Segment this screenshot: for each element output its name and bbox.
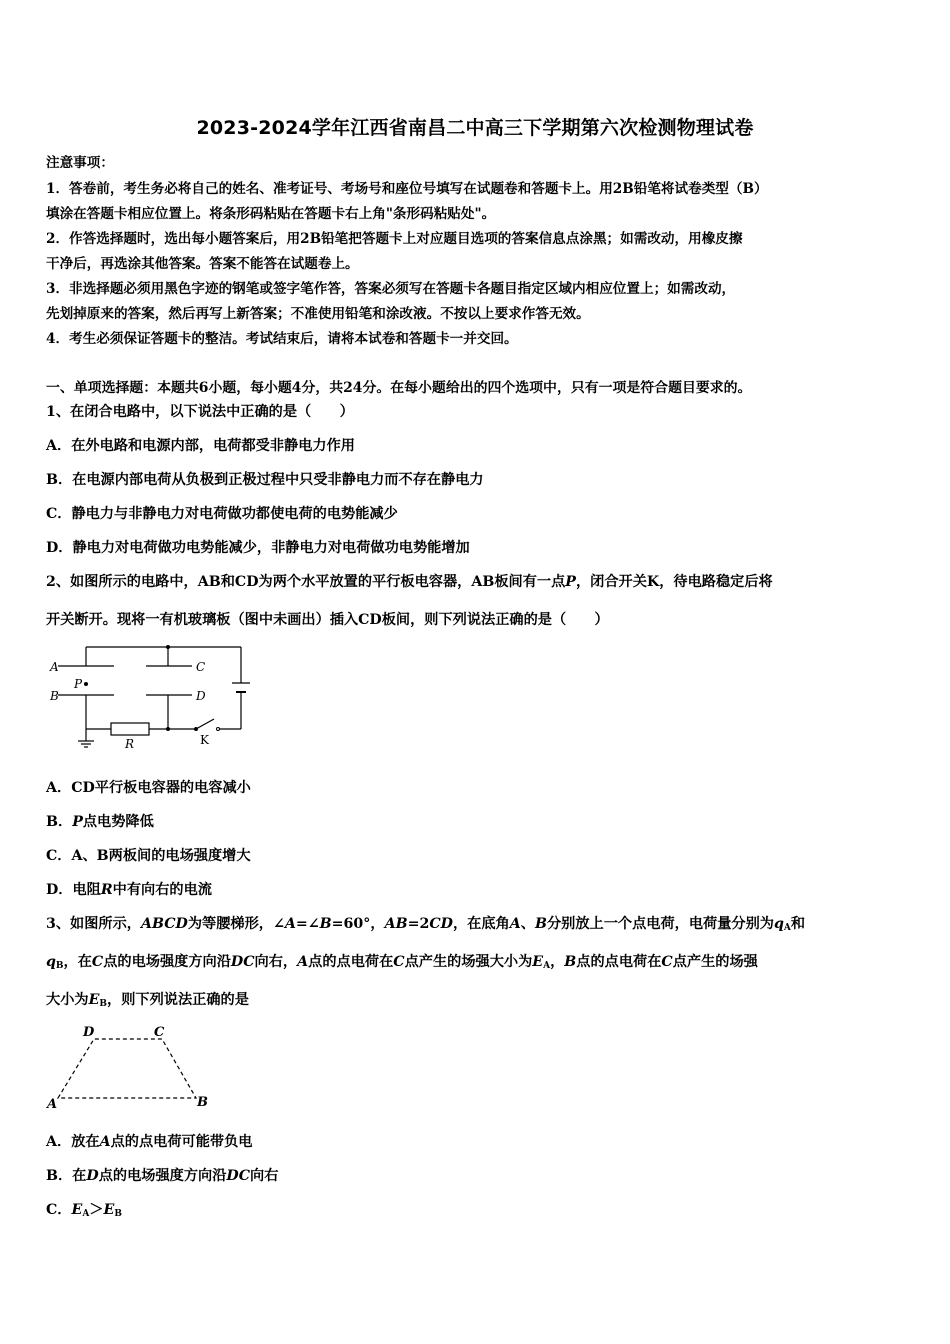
notice-line: 4．考生必须保证答题卡的整洁。考试结束后，请将本试卷和答题卡一并交回。 <box>46 331 518 347</box>
q3-stem-line2: $q_B$，在C点的电场强度方向沿DC向右，A点的点电荷在C点产生的场强大小为$E_A$，B点的点电荷在C点产生的场强 <box>46 954 758 971</box>
label-p: P <box>74 677 83 691</box>
q1-option-d: D．静电力对电荷做功电势能减少，非静电力对电荷做功电势能增加 <box>46 540 470 556</box>
notice-line: 3．非选择题必须用黑色字迹的钢笔或签字笔作答，答案必须写在答题卡各题目指定区域内相应位置上；如需改动， <box>46 281 736 297</box>
label-r: R <box>125 737 135 751</box>
q3-option-a: A．放在A点的点电荷可能带负电 <box>46 1134 253 1150</box>
q1-stem: 1、在闭合电路中，以下说法中正确的是（ ） <box>46 404 354 420</box>
label-a: A <box>47 1097 58 1112</box>
notice-line: 2．作答选择题时，选出每小题答案后，用2B铅笔把答题卡上对应题目选项的答案信息点涂黑；如需改动，用橡皮擦 <box>46 231 743 247</box>
q2-stem-line1: 2、如图所示的电路中，AB和CD为两个水平放置的平行板电容器，AB板间有一点P，闭合开关K，待电路稳定后将 <box>46 574 773 590</box>
q2-circuit-diagram <box>46 640 256 755</box>
q2-option-d: D．电阻R中有向右的电流 <box>46 882 212 898</box>
label-b: B <box>50 689 59 703</box>
label-d: D <box>196 689 206 703</box>
notice-heading: 注意事项： <box>46 155 114 171</box>
q3-stem-line3: 大小为$E_B$，则下列说法正确的是 <box>46 992 249 1009</box>
junction-dot <box>166 645 170 649</box>
q2-option-c: C．A、B两板间的电场强度增大 <box>46 848 251 864</box>
q3-trapezoid-diagram <box>46 1020 221 1115</box>
q2-stem-line2: 开关断开。现将一有机玻璃板（图中未画出）插入CD板间，则下列说法正确的是（ ） <box>46 612 609 628</box>
q3-option-c: C．$E_A>E_B$ <box>46 1202 122 1219</box>
q2-option-b: B．P点电势降低 <box>46 814 154 830</box>
notice-line: 干净后，再选涂其他答案。答案不能答在试题卷上。 <box>46 256 359 272</box>
q1-option-c: C．静电力与非静电力对电荷做功都使电荷的电势能减少 <box>46 506 398 522</box>
label-a: A <box>50 660 59 674</box>
switch-contact-dot <box>194 727 198 731</box>
q2-option-a: A．CD平行板电容器的电容减小 <box>46 780 251 796</box>
label-c: C <box>154 1025 165 1040</box>
q3-option-b: B．在D点的电场强度方向沿DC向右 <box>46 1168 279 1184</box>
label-d: D <box>83 1025 95 1040</box>
notice-line: 填涂在答题卡相应位置上。将条形码粘贴在答题卡右上角"条形码粘贴处"。 <box>46 206 496 222</box>
q3-stem-line1: 3、如图所示，ABCD为等腰梯形，∠A=∠B=60°，AB=2CD，在底角A、B分别放上一个点电荷，电荷量分别为$q_A$和 <box>46 916 806 933</box>
label-b: B <box>197 1095 208 1110</box>
label-c: C <box>196 660 206 674</box>
trapezoid-outline <box>58 1039 196 1098</box>
q1-option-a: A．在外电路和电源内部，电荷都受非静电力作用 <box>46 438 355 454</box>
point-p-dot <box>84 682 88 686</box>
q1-option-b: B．在电源内部电荷从负极到正极过程中只受非静电力而不存在静电力 <box>46 472 484 488</box>
label-k: K <box>200 733 209 747</box>
page-title: 2023-2024学年江西省南昌二中高三下学期第六次检测物理试卷 <box>196 117 754 139</box>
junction-dot <box>166 727 170 731</box>
notice-line: 先划掉原来的答案，然后再写上新答案；不准使用铅笔和涂改液。不按以上要求作答无效。 <box>46 306 590 322</box>
notice-line: 1．答卷前，考生务必将自己的姓名、准考证号、考场号和座位号填写在试题卷和答题卡上。用2B铅笔将试卷类型（B） <box>46 181 768 197</box>
switch-contact-dot <box>217 728 220 731</box>
section-heading: 一、单项选择题：本题共6小题，每小题4分，共24分。在每小题给出的四个选项中，只有一项是符合题目要求的。 <box>46 380 752 396</box>
